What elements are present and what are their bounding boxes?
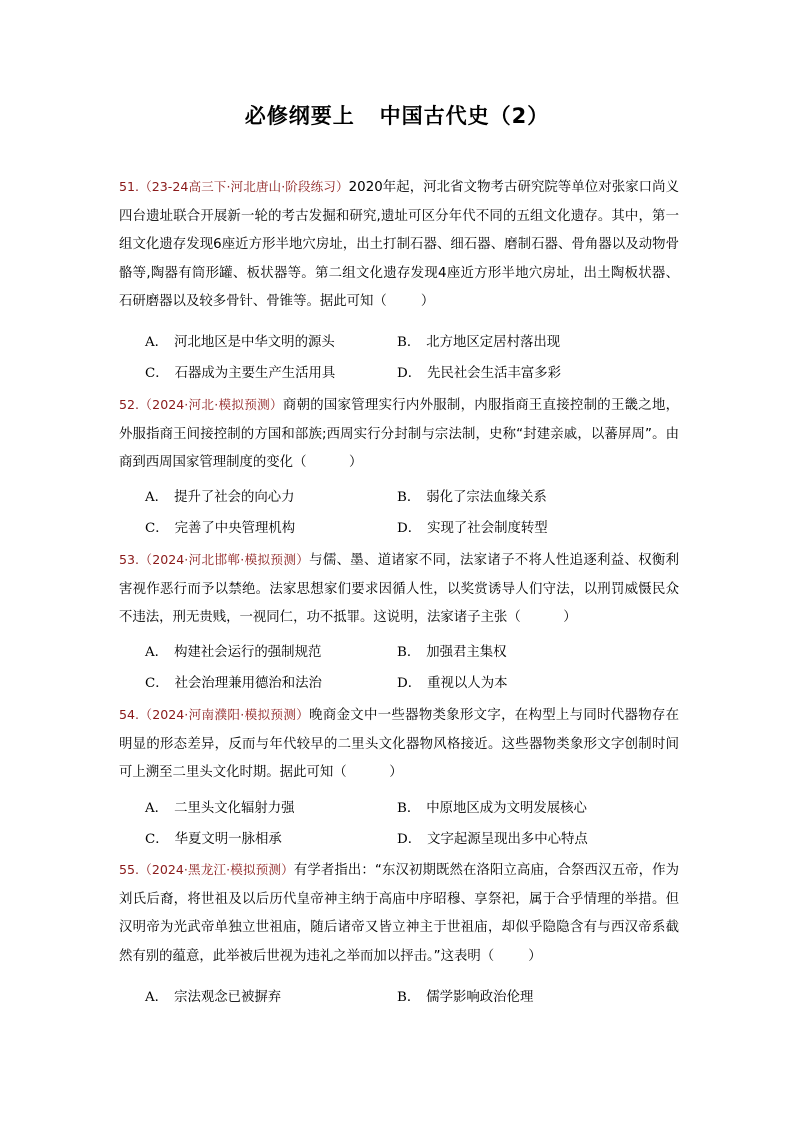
question-number: 52. xyxy=(119,397,140,412)
option-d[interactable]: D． 先民社会生活丰富多彩 xyxy=(397,366,562,381)
answer-paren: ） xyxy=(494,948,542,964)
options-51 xyxy=(145,327,665,389)
question-stem: 晚商金文中一些器物类象形文字，在构型上与同时代器物存在明显的形态差异，反而与年代较早的二里头文化器物风格接近。这些器物类象形文字创制时间可上溯至二里头文化时期。据此可知（ xyxy=(119,708,679,780)
option-d[interactable]: D． 实现了社会制度转型 xyxy=(397,521,548,536)
option-a[interactable]: A． 二里头文化辐射力强 xyxy=(145,801,295,816)
option-d[interactable]: D． 文字起源呈现出多中心特点 xyxy=(397,832,588,847)
option-text: 先民社会生活丰富多彩 xyxy=(427,366,562,381)
answer-paren: ） xyxy=(346,765,403,780)
options-55 xyxy=(145,982,665,1013)
question-52 xyxy=(119,391,679,478)
question-51 xyxy=(119,173,679,317)
option-text: 加强君主集权 xyxy=(426,645,507,660)
question-number: 55. xyxy=(119,862,140,877)
options-53 xyxy=(145,637,665,699)
option-text: 文字起源呈现出多中心特点 xyxy=(427,832,588,847)
question-source: （2024·河北·模拟预测） xyxy=(139,397,283,412)
option-text: 二里头文化辐射力强 xyxy=(174,801,295,816)
question-55 xyxy=(119,856,679,971)
answer-paren: ） xyxy=(386,294,435,309)
question-source: （2024·黑龙江·模拟预测） xyxy=(139,862,294,877)
answer-paren: ） xyxy=(520,610,577,625)
question-stem: 商朝的国家管理实行内外服制，内服指商王直接控制的王畿之地，外服指商王间接控制的方国和部族;西周实行分封制与宗法制，史称“封建亲戚，以蕃屏周”。由商到西周国家管理制度的变化（ xyxy=(119,398,680,470)
option-c[interactable]: C． 社会治理兼用德治和法治 xyxy=(145,676,322,691)
option-text: 弱化了宗法血缘关系 xyxy=(426,490,547,505)
option-text: 社会治理兼用德治和法治 xyxy=(174,676,322,691)
option-b[interactable]: B． 北方地区定居村落出现 xyxy=(397,335,561,350)
question-53 xyxy=(119,546,679,633)
question-54 xyxy=(119,701,679,788)
option-b[interactable]: B． 儒学影响政治伦理 xyxy=(397,990,534,1005)
question-source: （2024·河南濮阳·模拟预测） xyxy=(139,707,310,722)
answer-paren: ） xyxy=(306,455,363,470)
option-text: 华夏文明一脉相承 xyxy=(174,832,282,847)
options-54 xyxy=(145,793,665,855)
option-text: 完善了中央管理机构 xyxy=(174,521,296,536)
option-a[interactable]: A． 提升了社会的向心力 xyxy=(145,490,295,505)
option-text: 构建社会运行的强制规范 xyxy=(174,645,322,660)
page-title: 必修纲要上 中国古代史（2） xyxy=(244,104,550,128)
options-52 xyxy=(145,482,665,544)
option-text: 北方地区定居村落出现 xyxy=(426,335,561,350)
option-a[interactable]: A． 河北地区是中华文明的源头 xyxy=(145,335,335,350)
option-c[interactable]: C． 石器成为主要生产生活用具 xyxy=(145,366,336,381)
question-number: 51. xyxy=(119,179,140,194)
option-text: 提升了社会的向心力 xyxy=(174,490,295,505)
question-number: 54. xyxy=(119,707,140,722)
option-a[interactable]: A． 构建社会运行的强制规范 xyxy=(145,645,322,660)
question-source: （23-24高三下·河北唐山·阶段练习） xyxy=(139,179,349,194)
option-b[interactable]: B． 加强君主集权 xyxy=(397,645,507,660)
option-text: 实现了社会制度转型 xyxy=(427,521,548,536)
option-c[interactable]: C． 完善了中央管理机构 xyxy=(145,521,296,536)
question-stem: 与儒、墨、道诸家不同，法家诸子不将人性追逐利益、权衡利害视作恶行而予以禁绝。法家思想家们要求因循人性，以奖赏诱导人们守法，以刑罚威慑民众不违法，刑无贵贱，一视同仁，功不抵罪。这说明，法家诸子主张（ xyxy=(119,553,679,625)
option-a[interactable]: A． 宗法观念已被摒弃 xyxy=(145,990,282,1005)
option-c[interactable]: C． 华夏文明一脉相承 xyxy=(145,832,282,847)
question-stem: 有学者指出：“东汉初期既然在洛阳立高庙，合祭西汉五帝，作为刘氏后裔，将世祖及以后历代皇帝神主纳于高庙中序昭穆、享祭祀，属于合乎情理的举措。但汉明帝为光武帝单独立世祖庙，随后诸帝又皆立神主于世祖庙，却似乎隐隐含有与西汉帝系截然有别的蕴意，此举被后世视为违礼之举而加以抨击。”这表明（ xyxy=(119,863,679,964)
option-d[interactable]: D． 重视以人为本 xyxy=(397,676,508,691)
option-text: 儒学影响政治伦理 xyxy=(426,990,534,1005)
option-b[interactable]: B． 弱化了宗法血缘关系 xyxy=(397,490,547,505)
question-number: 53. xyxy=(119,552,140,567)
option-text: 重视以人为本 xyxy=(427,676,508,691)
option-text: 石器成为主要生产生活用具 xyxy=(174,366,336,381)
question-source: （2024·河北邯郸·模拟预测） xyxy=(139,552,310,567)
option-text: 中原地区成为文明发展核心 xyxy=(426,801,587,816)
option-b[interactable]: B． 中原地区成为文明发展核心 xyxy=(397,801,587,816)
option-text: 河北地区是中华文明的源头 xyxy=(174,335,335,350)
option-text: 宗法观念已被摒弃 xyxy=(174,990,282,1005)
question-stem: 2020年起，河北省文物考古研究院等单位对张家口尚义四台遗址联合开展新一轮的考古发掘和研究,遗址可区分年代不同的五组文化遗存。其中，第一组文化遗存发现6座近方形半地穴房址，出土打制石器、细石器、磨制石器、骨角器以及动物骨骼等,陶器有筒形罐、板状器等。第二组文化遗存发现4座近方形半地穴房址，出土陶板状器、石研磨器以及较多骨针、骨锥等。据此可知（ xyxy=(119,180,680,309)
